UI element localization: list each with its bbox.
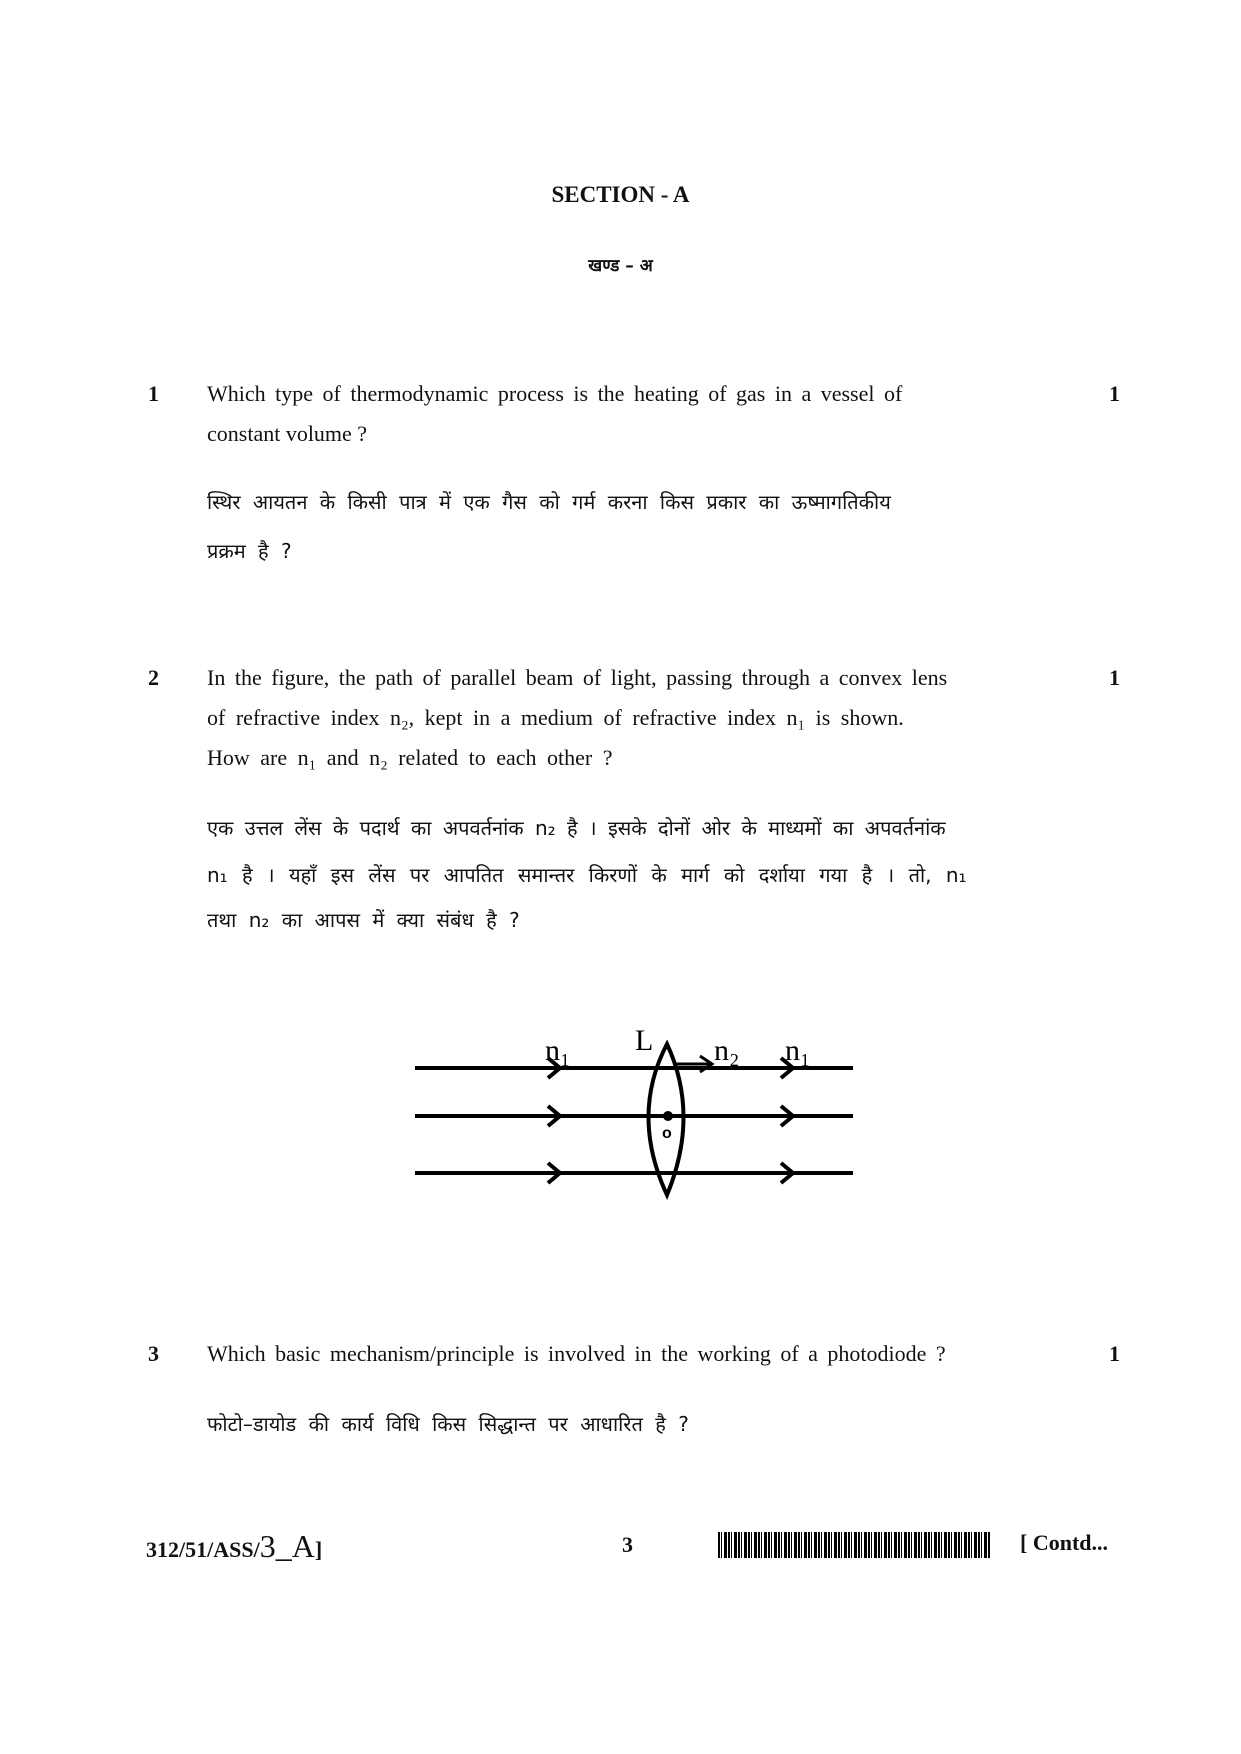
question-text-hindi: n₁ है । यहाँ इस लेंस पर आपतित समान्तर किरणों के मार्ग को दर्शाया गया है । तो, n₁ [207, 863, 967, 887]
question-text-hindi: तथा n₂ का आपस में क्या संबंध है ? [207, 908, 520, 932]
question-text: constant volume ? [207, 421, 368, 446]
question-marks: 1 [1109, 381, 1120, 406]
arrow-icon [781, 1058, 793, 1183]
paper-code: 312/51/ASS/3_A] [146, 1528, 323, 1564]
question-text: In the figure, the path of parallel beam of light, passing through a convex lens [207, 665, 948, 690]
question-text: Which basic mechanism/principle is involved in the working of a photodiode ? [207, 1341, 946, 1366]
section-title-hindi: खण्ड – अ [588, 256, 653, 276]
section-title: SECTION - A [551, 182, 690, 207]
barcode [718, 1532, 990, 1558]
question-marks: 1 [1109, 1341, 1120, 1366]
page-number: 3 [622, 1532, 633, 1557]
question-text-hindi: स्थिर आयतन के किसी पात्र में एक गैस को गर्म करना किस प्रकार का ऊष्मागतिकीय [207, 490, 891, 514]
continued-label: [ Contd... [1020, 1530, 1109, 1555]
question-text: How are n₁ and n₂ related to each other ? [207, 745, 613, 770]
arrow-icon [548, 1058, 560, 1183]
question-text-hindi: फोटो–डायोड की कार्य विधि किस सिद्धान्त पर आधारित है ? [207, 1412, 689, 1436]
label-n2: n₂ [714, 1034, 740, 1067]
question-text: Which type of thermodynamic process is the heating of gas in a vessel of [207, 381, 903, 406]
question-text: of refractive index n₂, kept in a medium of refractive index n₁ is shown. [207, 705, 904, 730]
question-number: 2 [148, 665, 159, 690]
label-lens: L [635, 1024, 654, 1057]
lens-figure [400, 1010, 870, 1210]
label-n1-left: n₁ [545, 1034, 571, 1067]
question-number: 3 [148, 1341, 159, 1366]
question-text-hindi: प्रक्रम है ? [207, 539, 292, 563]
label-n1-right: n₁ [785, 1034, 811, 1067]
question-marks: 1 [1109, 665, 1120, 690]
question-text-hindi: एक उत्तल लेंस के पदार्थ का अपवर्तनांक n₂ है । इसके दोनों ओर के माध्यमों का अपवर्तनांक [207, 816, 946, 840]
label-optical-centre: o [662, 1125, 672, 1142]
question-number: 1 [148, 381, 159, 406]
